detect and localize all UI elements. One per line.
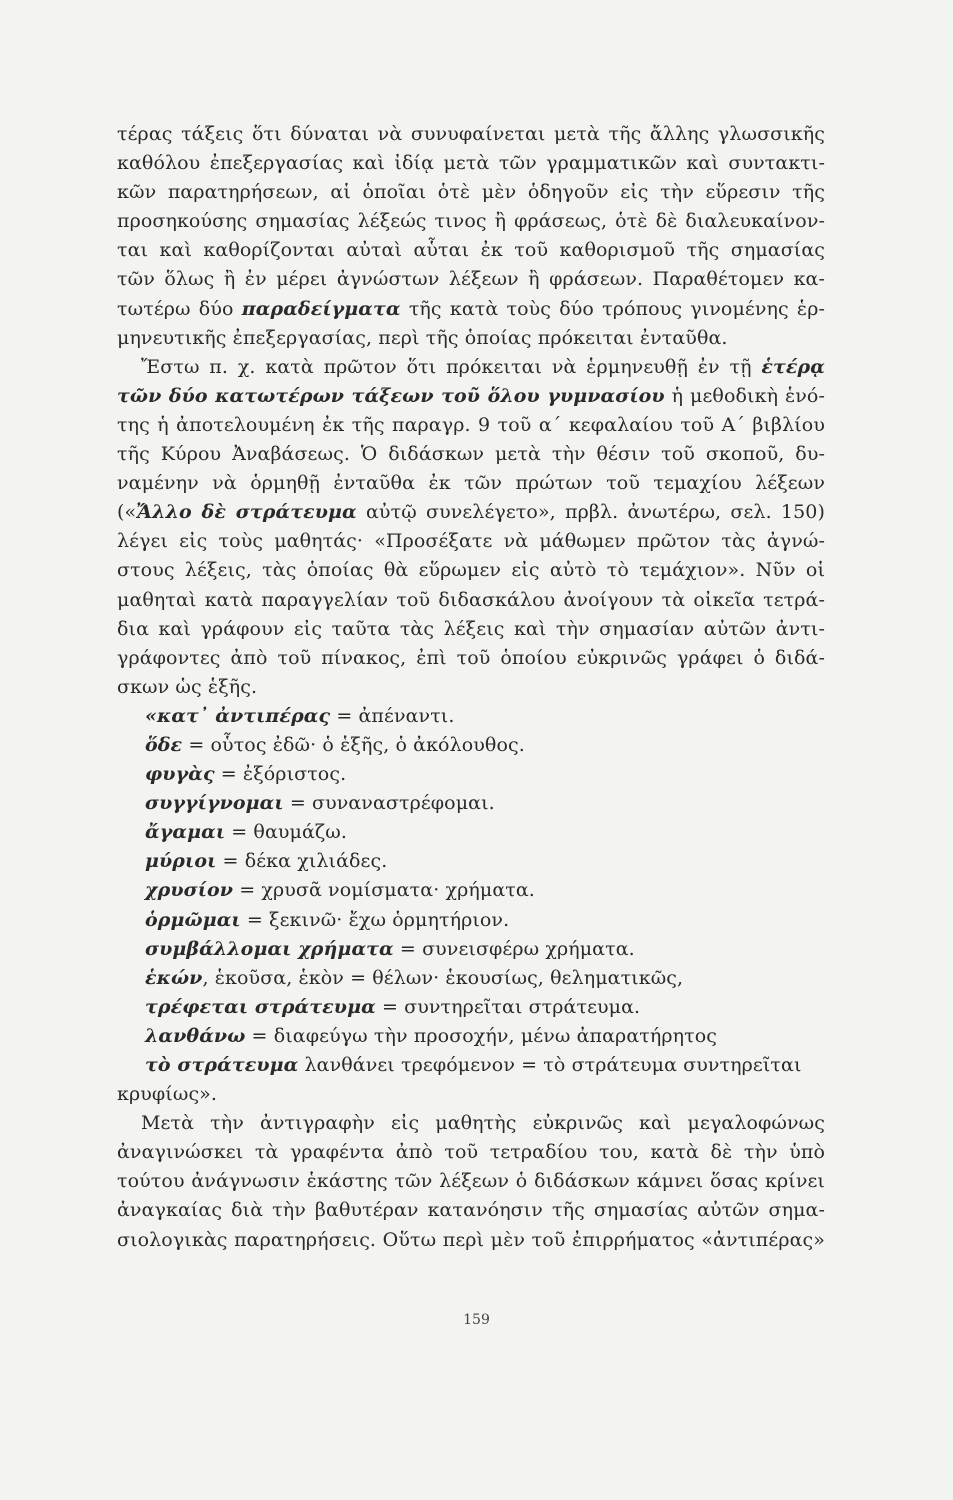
glossary-entry: [117, 906, 825, 935]
glossary-definition: = δέκα χιλιάδες.: [216, 850, 388, 873]
glossary-entry: [117, 876, 825, 905]
emphasized-term: παραδείγματα: [241, 297, 401, 320]
text-line: γράφοντες ἀπὸ τοῦ πίνακος, ἐπὶ τοῦ ὁποίου εὐκρινῶς γράφει ὁ διδά-: [117, 646, 825, 669]
text-line: μαθηταὶ κατὰ παραγγελίαν τοῦ διδασκάλου ἀνοίγουν τὰ οἰκεῖα τετρά-: [117, 588, 825, 611]
text-line: δια καὶ γράφουν εἰς ταῦτα τὰς λέξεις καὶ τὴν σημασίαν αὐτῶν ἀντι-: [117, 617, 825, 640]
glossary-term: ἄγαμαι: [145, 821, 226, 844]
text-span: τωτέρω δύο: [117, 297, 242, 320]
text-span: αὐτῷ συνελέγετο», πρβλ. ἀνωτέρω, σελ. 150): [356, 501, 825, 524]
paragraph: [117, 353, 825, 702]
glossary-entry: [117, 702, 825, 731]
glossary-term: ὁρμῶμαι: [145, 908, 241, 931]
text-line: ἀναγινώσκει τὰ γραφέντα ἀπὸ τοῦ τετραδίου του, κατὰ δὲ τὴν ὑπὸ: [117, 1141, 825, 1164]
glossary-term: τὸ στράτευμα: [145, 1054, 299, 1076]
text-line: [117, 382, 825, 411]
text-line: μηνευτικῆς ἐπεξεργασίας, περὶ τῆς ὁποίας πρόκειται ἐνταῦθα.: [117, 326, 728, 349]
glossary-term: φυγὰς: [145, 763, 215, 786]
glossary-term: ἑκών: [145, 966, 203, 989]
page-body: [117, 120, 825, 1255]
text-line: προσηκούσης σημασίας λέξεώς τινος ἢ φράσεως, ὁτὲ δὲ διαλευκαίνον-: [117, 210, 825, 233]
text-line: κρυφίως».: [117, 1083, 218, 1106]
text-line: ναμένην νὰ ὁρμηθῇ ἐνταῦθα ἐκ τῶν πρώτων τοῦ τεμαχίου λέξεων: [117, 472, 825, 495]
glossary-entry: [117, 818, 825, 847]
text-line: λέγει εἰς τοὺς μαθητάς· «Προσέξατε νὰ μάθωμεν πρῶτον τὰς ἀγνώ-: [117, 530, 825, 553]
glossary-term: συγγίγνομαι: [145, 792, 284, 815]
glossary-term: τρέφεται στράτευμα: [145, 995, 376, 1018]
glossary-definition: = διαφεύγω τὴν προσοχήν, μένω ἀπαρατήρητος: [245, 1024, 717, 1047]
glossary-definition: = οὗτος ἐδῶ· ὁ ἑξῆς, ὁ ἀκόλουθος.: [182, 733, 525, 756]
text-span: ἡ μεθοδικὴ ἑνό-: [664, 384, 825, 407]
text-line: σκων ὡς ἑξῆς.: [117, 675, 258, 698]
glossary-definition: , ἑκοῦσα, ἑκὸν = θέλων· ἑκουσίως, θεληματικῶς,: [202, 966, 684, 989]
text-line: [117, 498, 825, 527]
glossary-definition: = ἀπέναντι.: [330, 704, 455, 727]
text-line: [117, 295, 825, 324]
glossary-definition: = θαυμάζω.: [225, 821, 348, 844]
glossary-entry: [117, 760, 825, 789]
text-line: ἀναγκαίας διὰ τὴν βαθυτέραν κατανόησιν τῆς σημασίας αὐτῶν σημα-: [117, 1199, 825, 1222]
emphasized-term: Ἄλλο δὲ στράτευμα: [136, 501, 357, 524]
paragraph: [117, 120, 825, 353]
emphasized-term: τῶν δύο κατωτέρων τάξεων τοῦ ὅλου γυμνασίου: [117, 384, 665, 407]
text-line: Μετὰ τὴν ἀντιγραφὴν εἰς μαθητὴς εὐκρινῶς καὶ μεγαλοφώνως: [141, 1112, 825, 1135]
glossary-definition: = χρυσᾶ νομίσματα· χρήματα.: [233, 879, 535, 902]
glossary-term: ὅδε: [145, 733, 183, 756]
glossary-definition: = συναναστρέφομαι.: [283, 792, 495, 815]
glossary-entry: [117, 1051, 825, 1080]
text-line: στους λέξεις, τὰς ὁποίας θὰ εὕρωμεν εἰς αὐτὸ τὸ τεμάχιον». Νῦν οἱ: [117, 559, 825, 582]
text-span: τῆς κατὰ τοὺς δύο τρόπους γινομένης ἑρ-: [400, 297, 825, 320]
glossary-term: χρυσίον: [145, 879, 234, 902]
glossary-entry: [117, 847, 825, 876]
glossary-entry: [117, 964, 825, 993]
text-line: καθόλου ἐπεξεργασίας καὶ ἰδίᾳ μετὰ τῶν γραμματικῶν καὶ συντακτι-: [117, 152, 825, 175]
glossary-entry: [117, 1022, 825, 1051]
paragraph: [117, 1109, 825, 1254]
glossary-definition: = συνεισφέρω χρήματα.: [393, 937, 635, 960]
text-line: τῶν ὅλως ἢ ἐν μέρει ἀγνώστων λέξεων ἢ φράσεων. Παραθέτομεν κα-: [117, 268, 825, 291]
glossary-definition: λανθάνει τρεφόμενον = τὸ στράτευμα συντηρεῖται: [298, 1054, 802, 1076]
glossary-term: λανθάνω: [145, 1024, 246, 1047]
glossary-term: «κατ᾽ ἀντιπέρας: [145, 704, 331, 727]
page-number: 159: [463, 1312, 490, 1328]
text-span: Ἔστω π. χ. κατὰ πρῶτον ὅτι πρόκειται νὰ ἑρμηνευθῇ ἐν τῇ: [141, 355, 762, 378]
text-line: τῆς Κύρου Ἀναβάσεως. Ὁ διδάσκων μετὰ τὴν θέσιν τοῦ σκοποῦ, δυ-: [117, 443, 825, 466]
text-line: [117, 353, 825, 382]
text-line: ται καὶ καθορίζονται αὐταὶ αὗται ἐκ τοῦ καθορισμοῦ τῆς σημασίας: [117, 239, 825, 262]
glossary-term: μύριοι: [145, 850, 217, 873]
emphasized-term: ἑτέρᾳ: [761, 355, 825, 378]
glossary-entry: [117, 935, 825, 964]
text-line: τούτου ἀνάγνωσιν ἑκάστης τῶν λέξεων ὁ διδάσκων κάμνει ὅσας κρίνει: [117, 1170, 825, 1193]
text-line: σιολογικὰς παρατηρήσεις. Οὕτω περὶ μὲν τοῦ ἐπιρρήματος «ἀντιπέρας»: [117, 1228, 825, 1251]
text-line: τέρας τάξεις ὅτι δύναται νὰ συνυφαίνεται μετὰ τῆς ἄλλης γλωσσικῆς: [117, 123, 825, 145]
glossary-entry: [117, 731, 825, 760]
glossary-entry: [117, 789, 825, 818]
text-line: κῶν παρατηρήσεων, αἱ ὁποῖαι ὁτὲ μὲν ὁδηγοῦν εἰς τὴν εὕρεσιν τῆς: [117, 181, 825, 204]
text-span: («: [117, 501, 137, 524]
text-line: της ἡ ἀποτελουμένη ἐκ τῆς παραγρ. 9 τοῦ α΄ κεφαλαίου τοῦ Α΄ βιβλίου: [117, 413, 825, 436]
glossary-definition: = συντηρεῖται στράτευμα.: [375, 995, 641, 1018]
glossary-term: συμβάλλομαι χρήματα: [145, 937, 394, 960]
glossary-definition: = ξεκινῶ· ἔχω ὁρμητήριον.: [240, 908, 510, 931]
glossary-list: [117, 702, 825, 1109]
glossary-definition: = ἐξόριστος.: [214, 763, 347, 786]
glossary-entry: [117, 993, 825, 1022]
